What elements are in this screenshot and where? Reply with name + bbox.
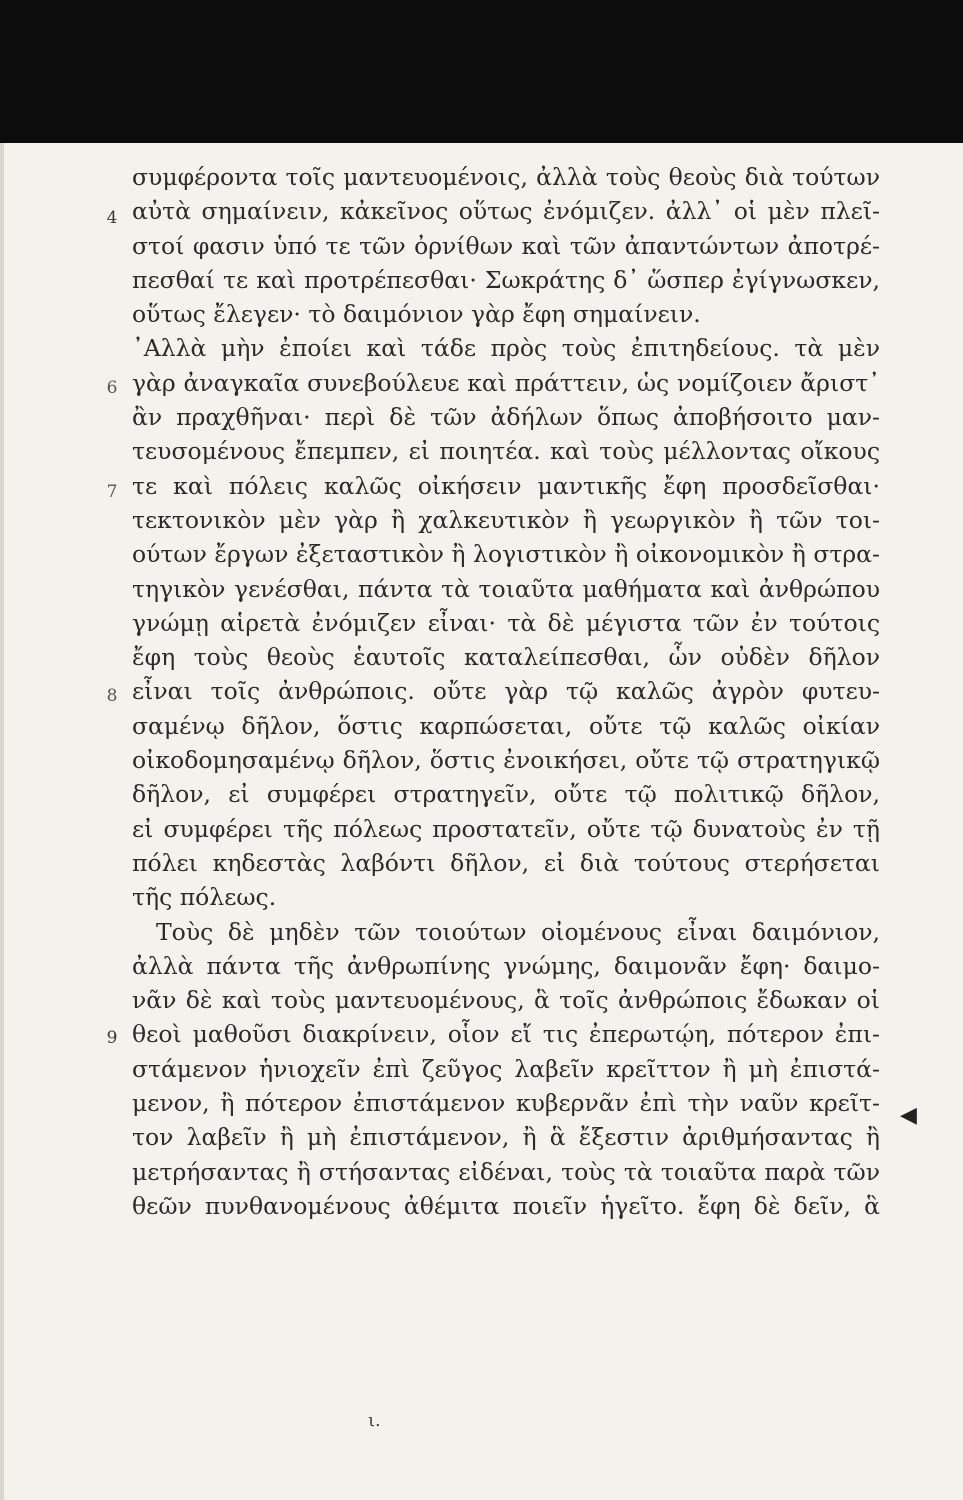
text-line: τε καὶ πόλεις καλῶς οἰκήσειν μαντικῆς ἔφη προσδεῖσθαι· — [132, 471, 880, 500]
text-line: στοί φασιν ὑπό τε τῶν ὀρνίθων καὶ τῶν ἀπαντώντων ἀποτρέ- — [132, 231, 880, 260]
text-line: σαμένῳ δῆλον, ὅστις καρπώσεται, οὔτε τῷ καλῶς οἰκίαν — [132, 711, 880, 740]
text-line: ᾽Αλλὰ μὴν ἐποίει καὶ τάδε πρὸς τοὺς ἐπιτηδείους. τὰ μὲν — [132, 334, 880, 363]
page-edge — [0, 143, 4, 1500]
text-line: αὐτὰ σημαίνειν, κἀκεῖνος οὕτως ἐνόμιζεν. ἀλλ᾽ οἱ μὲν πλεῖ- — [132, 197, 880, 226]
section-number-7: 7 — [106, 482, 118, 502]
text-line: τῆς πόλεως. — [132, 883, 277, 912]
text-line: μενον, ἢ πότερον ἐπιστάμενον κυβερνᾶν ἐπὶ τὴν ναῦν κρεῖτ- — [132, 1089, 880, 1118]
text-line: πόλει κηδεστὰς λαβόντι δῆλον, εἰ διὰ τούτους στερήσεται — [132, 848, 880, 877]
greek-text-body — [132, 160, 880, 1223]
text-line: εἰ συμφέρει τῆς πόλεως προστατεῖν, οὔτε τῷ δυνατοὺς ἐν τῇ — [132, 814, 880, 843]
text-line: νᾶν δὲ καὶ τοὺς μαντευομένους, ἃ τοῖς ἀνθρώποις ἔδωκαν οἱ — [132, 986, 880, 1015]
text-line: ἔφη τοὺς θεοὺς ἑαυτοῖς καταλείπεσθαι, ὧν οὐδὲν δῆλον — [132, 643, 880, 672]
text-line: ἂν πραχθῆναι· περὶ δὲ τῶν ἀδήλων ὅπως ἀποβήσοιτο μαν- — [132, 403, 880, 432]
text-line: θεοὶ μαθοῦσι διακρίνειν, οἷον εἴ τις ἐπερωτῴη, πότερον ἐπι- — [132, 1020, 880, 1049]
text-line: Τοὺς δὲ μηδὲν τῶν τοιούτων οἰομένους εἶναι δαιμόνιον, — [156, 917, 880, 946]
text-line: μετρήσαντας ἢ στήσαντας εἰδέναι, τοὺς τὰ τοιαῦτα παρὰ τῶν — [132, 1157, 880, 1186]
text-line: οἰκοδομησαμένῳ δῆλον, ὅστις ἐνοικήσει, οὔτε τῷ στρατηγικῷ — [132, 746, 880, 775]
section-number-8: 8 — [106, 686, 118, 706]
margin-arrow-icon: ◀ — [900, 1103, 917, 1128]
section-number-9: 9 — [106, 1028, 118, 1048]
bottom-mark: ι. — [368, 1410, 381, 1431]
text-line: τευσομένους ἔπεμπεν, εἰ ποιητέα. καὶ τοὺς μέλλοντας οἴκους — [132, 437, 880, 466]
text-line: δῆλον, εἰ συμφέρει στρατηγεῖν, οὔτε τῷ πολιτικῷ δῆλον, — [132, 780, 880, 809]
scan-dark-border — [0, 0, 963, 143]
text-line: ούτων ἔργων ἐξεταστικὸν ἢ λογιστικὸν ἢ οἰκονομικὸν ἢ στρα- — [132, 540, 880, 569]
text-line: τεκτονικὸν μὲν γὰρ ἢ χαλκευτικὸν ἢ γεωργικὸν ἢ τῶν τοι- — [132, 505, 880, 534]
text-line: τηγικὸν γενέσθαι, πάντα τὰ τοιαῦτα μαθήματα καὶ ἀνθρώπου — [132, 574, 880, 603]
section-number-6: 6 — [106, 378, 118, 398]
text-line: ἀλλὰ πάντα τῆς ἀνθρωπίνης γνώμης, δαιμονᾶν ἔφη· δαιμο- — [132, 951, 880, 980]
text-line: στάμενον ἡνιοχεῖν ἐπὶ ζεῦγος λαβεῖν κρεῖττον ἢ μὴ ἐπιστά- — [132, 1054, 880, 1083]
text-line: οὕτως ἔλεγεν· τὸ δαιμόνιον γὰρ ἔφη σημαίνειν. — [132, 300, 701, 329]
text-line: συμφέροντα τοῖς μαντευομένοις, ἀλλὰ τοὺς θεοὺς διὰ τούτων — [132, 163, 880, 191]
text-line: θεῶν πυνθανομένους ἀθέμιτα ποιεῖν ἡγεῖτο. ἔφη δὲ δεῖν, ἃ — [132, 1191, 880, 1220]
text-line: γνώμῃ αἱρετὰ ἐνόμιζεν εἶναι· τὰ δὲ μέγιστα τῶν ἐν τούτοις — [132, 608, 880, 637]
text-line: πεσθαί τε καὶ προτρέπεσθαι· Σωκράτης δ᾽ ὥσπερ ἐγίγνωσκεν, — [132, 265, 880, 294]
section-number-4: 4 — [106, 208, 118, 228]
text-line: εἶναι τοῖς ἀνθρώποις. οὔτε γὰρ τῷ καλῶς ἀγρὸν φυτευ- — [132, 677, 880, 706]
text-line: γὰρ ἀναγκαῖα συνεβούλευε καὶ πράττειν, ὡς νομίζοιεν ἄριστ᾽ — [132, 368, 880, 397]
text-line: τον λαβεῖν ἢ μὴ ἐπιστάμενον, ἢ ἃ ἔξεστιν ἀριθμήσαντας ἢ — [132, 1123, 880, 1152]
